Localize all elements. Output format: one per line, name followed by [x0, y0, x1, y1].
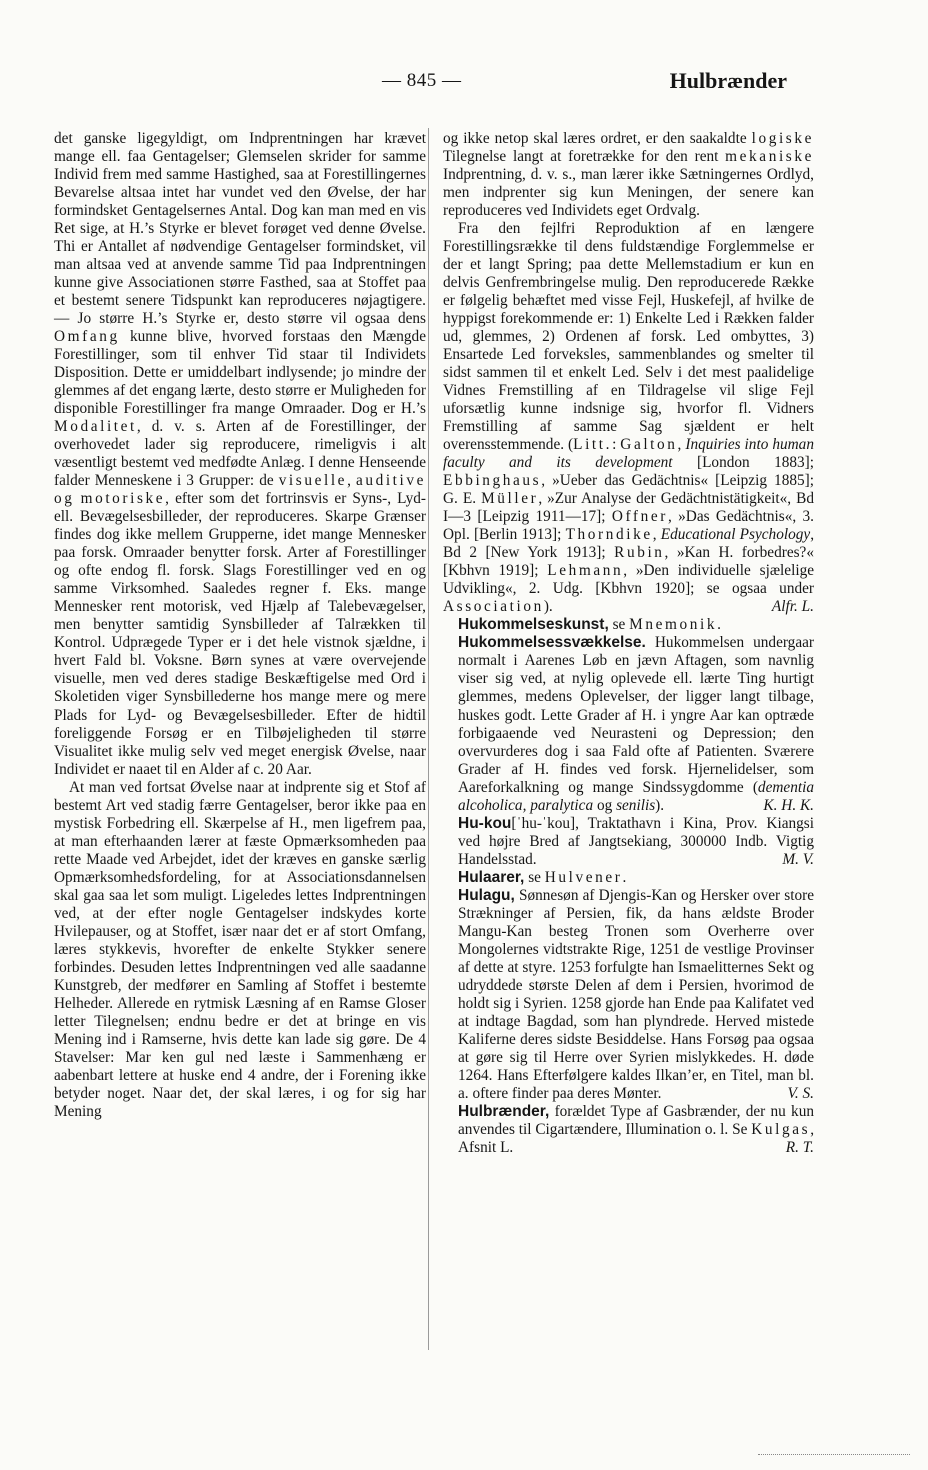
- author-name: Müller: [481, 490, 539, 508]
- spaced-term: visuelle: [278, 472, 348, 490]
- entry-hu-kou: Hu-kou[ˈhu-ˈkou], Traktathavn i Kina, Prov. Kiangsi ved højre Bred af Jangtsekiang, 300000 Indb. Vigtig Handelsstad. M. V.: [458, 814, 814, 868]
- headword: Hukommelseskunst,: [458, 616, 609, 634]
- author-name: Lehmann: [547, 562, 624, 580]
- author-signature: M. V.: [782, 850, 814, 868]
- author-signature: K. H. K.: [763, 796, 814, 814]
- author-name: Galton: [620, 436, 678, 454]
- running-head: Hulbrænder: [669, 68, 787, 93]
- headword: Hu-kou: [458, 814, 512, 832]
- right-paragraph-1: og ikke netop skal læres ordret, er den saakaldte logiske Tilegnelse langt at foretrække for den rent mekaniske Indprentning, d. v. s., man lærer ikke Sætningernes Ordlyd, men indprenter sig kun Meningen, der senere kan reproduceres ved Individets eget Ordvalg.: [443, 130, 814, 220]
- left-column: [54, 130, 426, 1121]
- author-name: Offner: [611, 508, 668, 526]
- author-name: Thorndike: [565, 526, 653, 544]
- headword: Hukommelsessvækkelse.: [458, 634, 646, 652]
- left-paragraph-1: det ganske ligegyldigt, om Indprentningen har krævet mange ell. faa Gentagelser; Glemselen skrider for samme Individ frem med samme Hastighed, saa at Forestillingernes Bevarelse altsaa intet har vundet ved den Øvelse, der har formindsket Gentagelsernes Antal. Dog kan man med en vis Ret sige, at H.’s Styrke er blevet forøget ved denne Øvelse. Thi er Antallet af nødvendige Gentagelser formindsket, vil man altsaa ved at anvende samme Tid paa Indprentningen kunne give Associationen større Fasthed, saa at Stoffet paa et bestemt senere Tidspunkt kan reproduceres nøjagtigere. — Jo større H.’s Styrke er, desto større vil ogsaa dens Omfang kunne blive, hvorved forstaas den Mængde Forestillinger, som til enhver Tid staar til Individets Disposition. Dette er umiddelbart indlysende; jo mindre der glemmes af det engang lærte, desto større er Muligheden for disponible Forestillinger fra mange Omraader. Dog er H.’s Modalitet, d. v. s. Arten af de Forestillinger, der overhovedet lader sig reproducere, rimeligvis i alt væsentligt bestemt ved medfødte Anlæg. I denne Henseende falder Menneskene i 3 Grupper: de visuelle, auditive og motoriske, efter som det fortrinsvis er Syns-, Lyd- ell. Bevægelsesbilleder, der reproduceres. Skarpe Grænser findes dog ikke mellem Grupperne, idet mange Mennesker paa forsk. Omraader benytter forsk. Arter af Forestillinger og ofte endog fl. forsk. Slags Forestillinger ved en og samme Virksomhed. Saaledes regner f. Eks. mange Mennesker rent motorisk, ved Hjælp af Talebevægelser, men benytter samtidig Synsbilleder af Talrækken til Kontrol. Udprægede Typer er i det hele vistnok sjældne, i hvert Fald bl. Voksne. Børn synes at være overvejende visuelle, men ved deres stadige Beskæftigelse med Ord i Skoletiden viger Synsbillederne hos mange mere og mere Plads for Lyd- og Bevægelsesbilleder. Efter de hidtil foreliggende Forsøg er en Tilbøjeligheden til større Visualitet ikke mulig selv ved meget energisk Øvelse, naar Individet er naaet til en Alder af c. 20 Aar.: [54, 130, 427, 778]
- cross-reference: Kulgas: [751, 1120, 811, 1138]
- right-column: [443, 130, 814, 1157]
- page-number: — 845 —: [382, 70, 462, 91]
- spaced-term: Omfang: [54, 328, 120, 346]
- page-header: [0, 70, 928, 100]
- headword: Hulbrænder,: [458, 1102, 550, 1120]
- author-name: Ebbinghaus: [443, 472, 542, 490]
- entry-hulbraender: Hulbrænder, forældet Type af Gasbrænder, der nu kun anvendes til Cigartændere, Illumination o. l. Se Kulgas, Afsnit L. R. T.: [458, 1102, 815, 1156]
- spaced-term: auditive: [355, 472, 427, 490]
- page-edge-mark: [758, 1454, 910, 1456]
- entry-hulaarer: Hulaarer, se Hulvener.: [458, 868, 627, 886]
- entry-hukommelsessvaekkelse: Hukommelsessvækkelse. Hukommelsen undergaar normalt i Aarenes Løb en jævn Aftagen, som navnlig viser sig ved, at nylig oplevede ell. lærte Ting hurtigt glemmes, medens Oplevelser, der ligger langt tilbage, huskes godt. Lette Grader af H. i yngre Aar kan optræde forbigaaende ved Neurasteni og Depression; den overvurderes dog i saa Fald ofte af Patienten. Sværere Grader af H. findes ved forsk. Hjernelidelser, som Aareforkalkning og mange Sindssygdomme (dementia alcoholica, paralytica og senilis). K. H. K.: [458, 634, 814, 814]
- headword: Hulaarer,: [458, 868, 525, 886]
- column-divider: [428, 128, 429, 1350]
- author-signature: R. T.: [785, 1138, 814, 1156]
- headword: Hulagu,: [458, 886, 515, 904]
- entry-hulagu: Hulagu, Sønnesøn af Djengis-Kan og Hersker over store Strækninger af Persien, fik, da hans ældste Broder Mangu-Kan besteg Tronen som Overherre over Mongolernes vidtstrakte Rige, 1251 de vestlige Provinser af dette at styre. 1253 forfulgte han Ismaelitternes Sekt og udryddede største Delen af dem i Persien, hvorimod de holdt sig i Syrien. 1258 gjorde han Ende paa Kalifatet ved at indtage Bagdad, som han plyndrede. Herved mistede Kaliferne deres sidste Besiddelse. Hans Forsøg paa ogsaa at gøre sig til Herre over Syrien mislykkedes. H. døde 1264. Hans Efterfølgere kaldes Ilkan’er, en Titel, man bl. a. oftere finder paa deres Mønter. V. S.: [458, 886, 814, 1102]
- author-signature: V. S.: [787, 1084, 814, 1102]
- spaced-term: mekaniske: [725, 148, 814, 166]
- cross-reference: Hulvener: [544, 868, 623, 886]
- spaced-term: logiske: [751, 130, 814, 147]
- spaced-term: motoriske: [80, 490, 166, 508]
- spaced-term: Modalitet: [54, 418, 137, 436]
- author-signature: Alfr. L.: [771, 598, 814, 616]
- cross-reference: Mnemonik: [629, 616, 718, 634]
- left-paragraph-2: At man ved fortsat Øvelse naar at indprente sig et Stof af bestemt Art ved stadig færre Gentagelser, beror ikke paa en mystisk Forbedring ell. Skærpelse af H., men ligefrem paa, at man efterhaanden lærer at fæste Opmærksomheden paa rette Maade ved Arbejdet, idet der kræves en ganske særlig Opmærksomhedsfordeling, for at Associationsdannelsen skal gaa saa let som muligt. Ligeledes lettes Indprentningen ved, at der efter nogle Gentagelser indskydes korte Hvilepauser, og at Stoffet, især naar det er af stort Omfang, læres stykkevis, hvorefter de enkelte Stykker senere forbindes. Desuden lettes Indprentningen ved alle saadanne Kunstgreb, der medfører en Samling af Stoffet i bestemte Helheder. Allerede en rytmisk Læsning af en Ramse Gloser letter Tilegnelsen; endnu bedre er det at bringe en vis Mening ind i Ramserne, hvis dette kan lade sig gøre. De 4 Stavelser: Mar ken gul ned læste i Sammenhæng er aabenbart lettere at huske end 4 andre, der i Forening ikke betyder noget. Naar det, der skal læres, i og for sig har Mening: [54, 778, 426, 1120]
- entry-hukommelseskunst: Hukommelseskunst, se Mnemonik.: [458, 616, 721, 634]
- right-paragraph-2: Fra den fejlfri Reproduktion af en længere Forestillingsrække til dens fuldstændige Forglemmelse er der et langt Spring; paa dette Mellemstadium er kun en delvis Genfrembringelse mulig. Den reproducerede Række er følgelig behæftet med visse Fejl, Huskefejl, af hvilke de hyppigst forekommende er: 1) Enkelte Led i Rækken falder ud, glemmes, 2) Ordenen af forsk. Led ombyttes, 3) Ensartede Led forveksles, sammenblandes og smelter til sidst sammen til et enkelt Led. Selv i det mest paalidelige Vidnes Fremstilling af en Tildragelse vil slige Fejl uforsætlig kunne indsnige sig, hvorfor fl. Vidners Fremstilling af samme Sag sjældent er helt overensstemmende. (Litt.: Galton, Inquiries into human faculty and its development [London 1883]; Ebbinghaus, »Ueber das Gedächtnis« [Leipzig 1885]; G. E. Müller, »Zur Analyse der Gedächtnistätigkeit«, Bd I—3 [Leipzig 1911—17]; Offner, »Das Gedächtnis«, 3. Opl. [Berlin 1913]; Thorndike, Educational Psychology, Bd 2 [New York 1913]; Rubin, »Kan H. forbedres?« [Kbhvn 1919]; Lehmann, »Den individuelle sjælelige Udvikling«, 2. Udg. [Kbhvn 1920]; se ogsaa under Association). Alfr. L.: [443, 220, 815, 616]
- author-name: Rubin: [614, 544, 665, 562]
